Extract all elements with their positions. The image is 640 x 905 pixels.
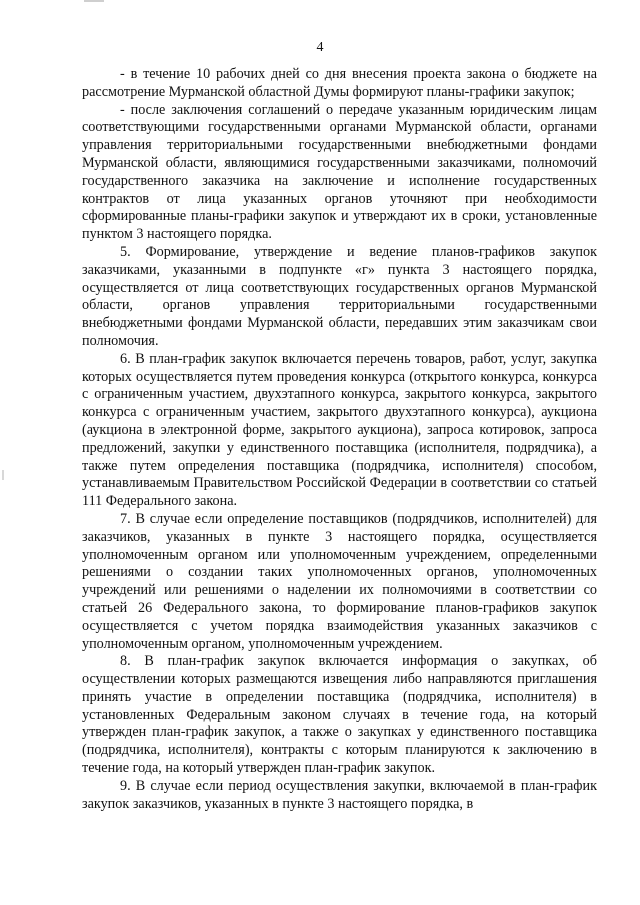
page-number: 4 [316, 40, 324, 55]
paragraph-clause-7: 7. В случае если определение поставщиков (подрядчиков, исполнителей) для заказчиков, указанных в пункте 3 настоящего порядка, осуществляется уполномоченным органом или уполномоченным учреждением, определенными решениями о создании таких уполномоченных органов, уполномоченных учреждений или решениями о наделении их полномочиями в соответствии со статьей 26 Федерального закона, то формирование планов-графиков закупок осуществляется с учетом порядка взаимодействия указанных заказчиков с уполномоченным органом, уполномоченным учреждением. [82, 510, 597, 652]
paragraph-list-item-1: - в течение 10 рабочих дней со дня внесения проекта закона о бюджете на рассмотрение Мурманской областной Думы формируют планы-графики закупок; [82, 66, 597, 100]
scan-artifact-mark [84, 0, 104, 2]
paragraph-list-item-2: - после заключения соглашений о передаче указанным юридическим лицам соответствующими государственными органами Мурманской области, органами управления территориальными государственными внебюджетными фондами Мурманской области, являющимися государственными заказчиками, полномочий государственного заказчика на заключение и исполнение государственных контрактов от лица указанных органов уточняют при необходимости сформированные планы-графики закупок и утверждают их в сроки, установленные пунктом 3 настоящего порядка. [82, 101, 597, 243]
paragraph-clause-5: 5. Формирование, утверждение и ведение планов-графиков закупок заказчиками, указанными в подпункте «г» пункта 3 настоящего порядка, осуществляется от лица соответствующих государственных органов Мурманской области, органов управления территориальными государственными внебюджетными фондами Мурманской области, передавших этим заказчикам свои полномочия. [82, 243, 597, 349]
paragraph-clause-6: 6. В план-график закупок включается перечень товаров, работ, услуг, закупка которых осуществляется путем проведения конкурса (открытого конкурса, конкурса с ограниченным участием, двухэтапного конкурса, закрытого конкурса, закрытого конкурса с ограниченным участием, закрытого двухэтапного конкурса), аукциона (аукциона в электронной форме, закрытого аукциона), запроса котировок, запроса предложений, закупки у единственного поставщика (исполнителя, подрядчика), а также путем определения поставщика (подрядчика, исполнителя) способом, устанавливаемым Правительством Российской Федерации в соответствии со статьей 111 Федерального закона. [82, 350, 597, 510]
paragraph-clause-9: 9. В случае если период осуществления закупки, включаемой в план-график закупок заказчиков, указанных в пункте 3 настоящего порядка, в [82, 777, 597, 812]
document-body [82, 66, 597, 813]
paragraph-clause-8: 8. В план-график закупок включается информация о закупках, об осуществлении которых размещаются извещения либо направляются приглашения принять участие в определении поставщика (подрядчика, исполнителя) в установленных Федеральным законом случаях в течение года, на который утвержден план-график закупок, а также о закупках у единственного поставщика (подрядчика, исполнителя), контракты с которым планируются к заключению в течение года, на который утвержден план-график закупок. [82, 653, 597, 777]
scan-artifact-mark [2, 470, 4, 480]
